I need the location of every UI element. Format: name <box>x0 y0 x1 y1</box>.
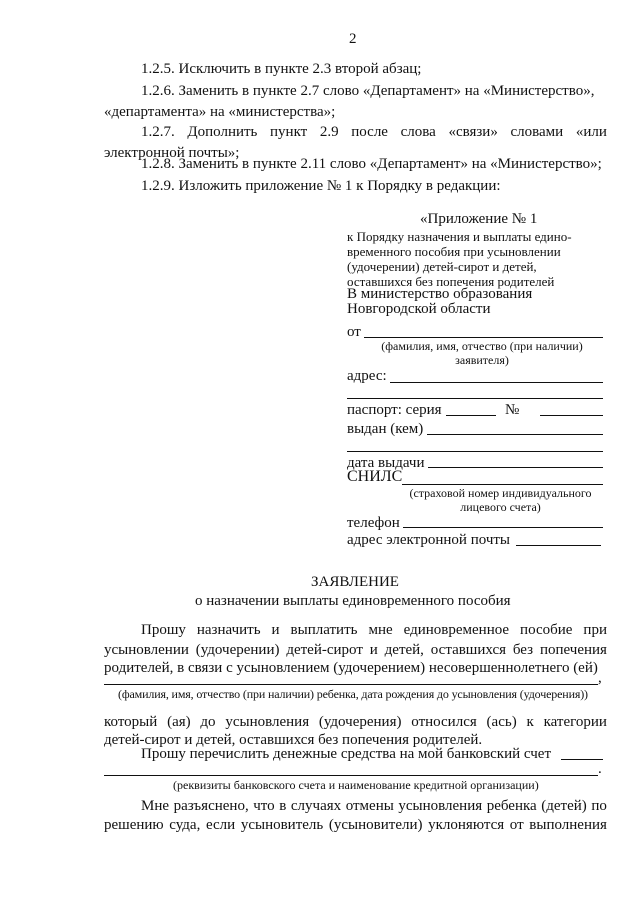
item-1-2-7-line-1 <box>141 123 607 141</box>
word: в <box>279 798 287 814</box>
word: уклоняются <box>428 817 505 833</box>
page-number: 2 <box>349 31 357 47</box>
item-1-2-5: 1.2.5. Исключить в пункте 2.3 второй абзац; <box>141 61 422 77</box>
address-label: адрес: <box>347 368 387 384</box>
word: без <box>512 642 534 658</box>
appendix-title: «Приложение № 1 <box>420 211 538 227</box>
word: Прошу <box>141 622 186 638</box>
word: 2.9 <box>319 124 339 140</box>
word: Дополнить <box>187 124 258 140</box>
snils-hint-line-2: лицевого счета) <box>460 500 541 514</box>
word: усыновления <box>225 714 310 730</box>
word: отмены <box>345 798 394 814</box>
passport-series-input[interactable] <box>446 415 496 416</box>
item-1-2-9: 1.2.9. Изложить приложение № 1 к Порядку в редакции: <box>141 178 501 194</box>
passport-label: паспорт: серия <box>347 402 442 418</box>
word: от <box>509 817 524 833</box>
issued-input-line-2[interactable] <box>347 451 603 452</box>
passport-number-input[interactable] <box>540 415 603 416</box>
statement-p2-line-1 <box>104 713 607 731</box>
snils-label: СНИЛС <box>347 468 403 485</box>
word: единовременное <box>403 622 510 638</box>
item-1-2-8: 1.2.8. Заменить в пункте 2.11 слово «Департамент» на «Министерство»; <box>141 156 602 172</box>
snils-hint-line-1: (страховой номер индивидуального <box>409 486 592 500</box>
address-input-line-2[interactable] <box>347 398 603 399</box>
word: к <box>526 714 534 730</box>
bank-details-dot: . <box>598 761 602 777</box>
word: суда, <box>169 817 201 833</box>
word: относился <box>411 714 477 730</box>
word: и <box>369 642 378 658</box>
bank-details-input[interactable] <box>104 775 598 776</box>
issue-date-label: дата выдачи <box>347 455 425 471</box>
statement-p4-line-2 <box>104 816 607 834</box>
word: который <box>104 714 158 730</box>
snils-hint <box>393 486 608 514</box>
appendix-desc-line-1: к Порядку назначения и выплаты едино- <box>347 229 572 244</box>
statement-title: ЗАЯВЛЕНИЕ <box>311 574 399 590</box>
issued-input[interactable] <box>427 434 603 435</box>
word: (детей) <box>541 798 587 814</box>
word: выплатить <box>290 622 358 638</box>
word: словами <box>510 124 564 140</box>
snils-input[interactable] <box>402 484 603 485</box>
word: до <box>200 714 216 730</box>
word: детей, <box>384 642 424 658</box>
bank-details-hint: (реквизиты банковского счета и наименование кредитной организации) <box>173 778 539 792</box>
address-input[interactable] <box>390 382 603 383</box>
statement-p1-line-2 <box>104 641 607 659</box>
item-1-2-7-line-2: электронной почты»; <box>104 145 240 161</box>
word: пособие <box>520 622 573 638</box>
word: и <box>271 622 280 638</box>
statement-subtitle: о назначении выплаты единовременного пособия <box>195 593 511 609</box>
word: попечения <box>539 642 607 658</box>
word: после <box>351 124 388 140</box>
word: усыновлении <box>104 642 189 658</box>
from-hint-line-2: заявителя) <box>455 353 509 367</box>
child-info-hint: (фамилия, имя, отчество (при наличии) ребенка, дата рождения до усыновления (удочерения)) <box>118 687 588 701</box>
word: Мне <box>141 798 170 814</box>
from-input[interactable] <box>364 337 603 338</box>
phone-input[interactable] <box>403 527 603 528</box>
recipient-line-2: Новгородской области <box>347 301 491 317</box>
word: (удочерении) <box>195 642 280 658</box>
issued-label: выдан (кем) <box>347 421 424 437</box>
word: назначить <box>196 622 261 638</box>
bank-account-input[interactable] <box>561 759 603 760</box>
child-info-comma: , <box>598 670 602 686</box>
word: мне <box>368 622 393 638</box>
appendix-description <box>347 229 572 289</box>
word: (ая) <box>167 714 191 730</box>
word: оставшихся <box>430 642 507 658</box>
from-hint <box>362 339 602 367</box>
word: ребенка <box>486 798 537 814</box>
child-info-input[interactable] <box>104 684 598 685</box>
word: усыновитель <box>240 817 324 833</box>
word: (удочерения) <box>318 714 402 730</box>
word: категории <box>543 714 607 730</box>
appendix-desc-line-4: оставшихся без попечения родителей <box>347 274 555 289</box>
from-hint-line-1: (фамилия, имя, отчество (при наличии) <box>381 339 583 353</box>
statement-p3-line-1: Прошу перечислить денежные средства на мой банковский счет <box>141 746 552 762</box>
appendix-desc-line-2: временного пособия при усыновлении <box>347 244 561 259</box>
statement-p1-line-3: родителей, в связи с усыновлением (удочерением) несовершеннолетнего (ей) <box>104 660 598 676</box>
appendix-desc-line-3: (удочерении) детей-сирот и детей, <box>347 259 537 274</box>
word: пункт <box>270 124 308 140</box>
word: (ась) <box>486 714 517 730</box>
email-label: адрес электронной почты <box>347 532 511 548</box>
word: 1.2.7. <box>141 124 175 140</box>
word: при <box>583 622 607 638</box>
word: усыновления <box>398 798 483 814</box>
word: детей-сирот <box>286 642 363 658</box>
statement-p1-line-1 <box>141 621 607 639</box>
item-1-2-6-line-2: «департамента» на «министерства»; <box>104 104 336 120</box>
word: выполнения <box>529 817 607 833</box>
email-input[interactable] <box>516 545 601 546</box>
word: (усыновители) <box>328 817 423 833</box>
word: «или <box>575 124 607 140</box>
word: слова <box>400 124 436 140</box>
issue-date-input[interactable] <box>428 467 603 468</box>
recipient <box>347 287 532 317</box>
recipient-line-1: В министерство образования <box>347 286 533 302</box>
word: «связи» <box>448 124 498 140</box>
word: случаях <box>290 798 342 814</box>
word: что <box>253 798 275 814</box>
word: по <box>591 798 607 814</box>
phone-label: телефон <box>347 515 400 531</box>
passport-number-label: № <box>505 402 520 418</box>
word: решению <box>104 817 164 833</box>
statement-p2-line-2: детей-сирот и детей, оставшихся без попечения родителей. <box>104 732 483 748</box>
from-label: от <box>347 324 361 340</box>
item-1-2-6-line-1: 1.2.6. Заменить в пункте 2.7 слово «Департамент» на «Министерство», <box>141 83 595 99</box>
statement-p4-line-1 <box>141 797 607 815</box>
word: если <box>205 817 236 833</box>
word: разъяснено, <box>173 798 249 814</box>
